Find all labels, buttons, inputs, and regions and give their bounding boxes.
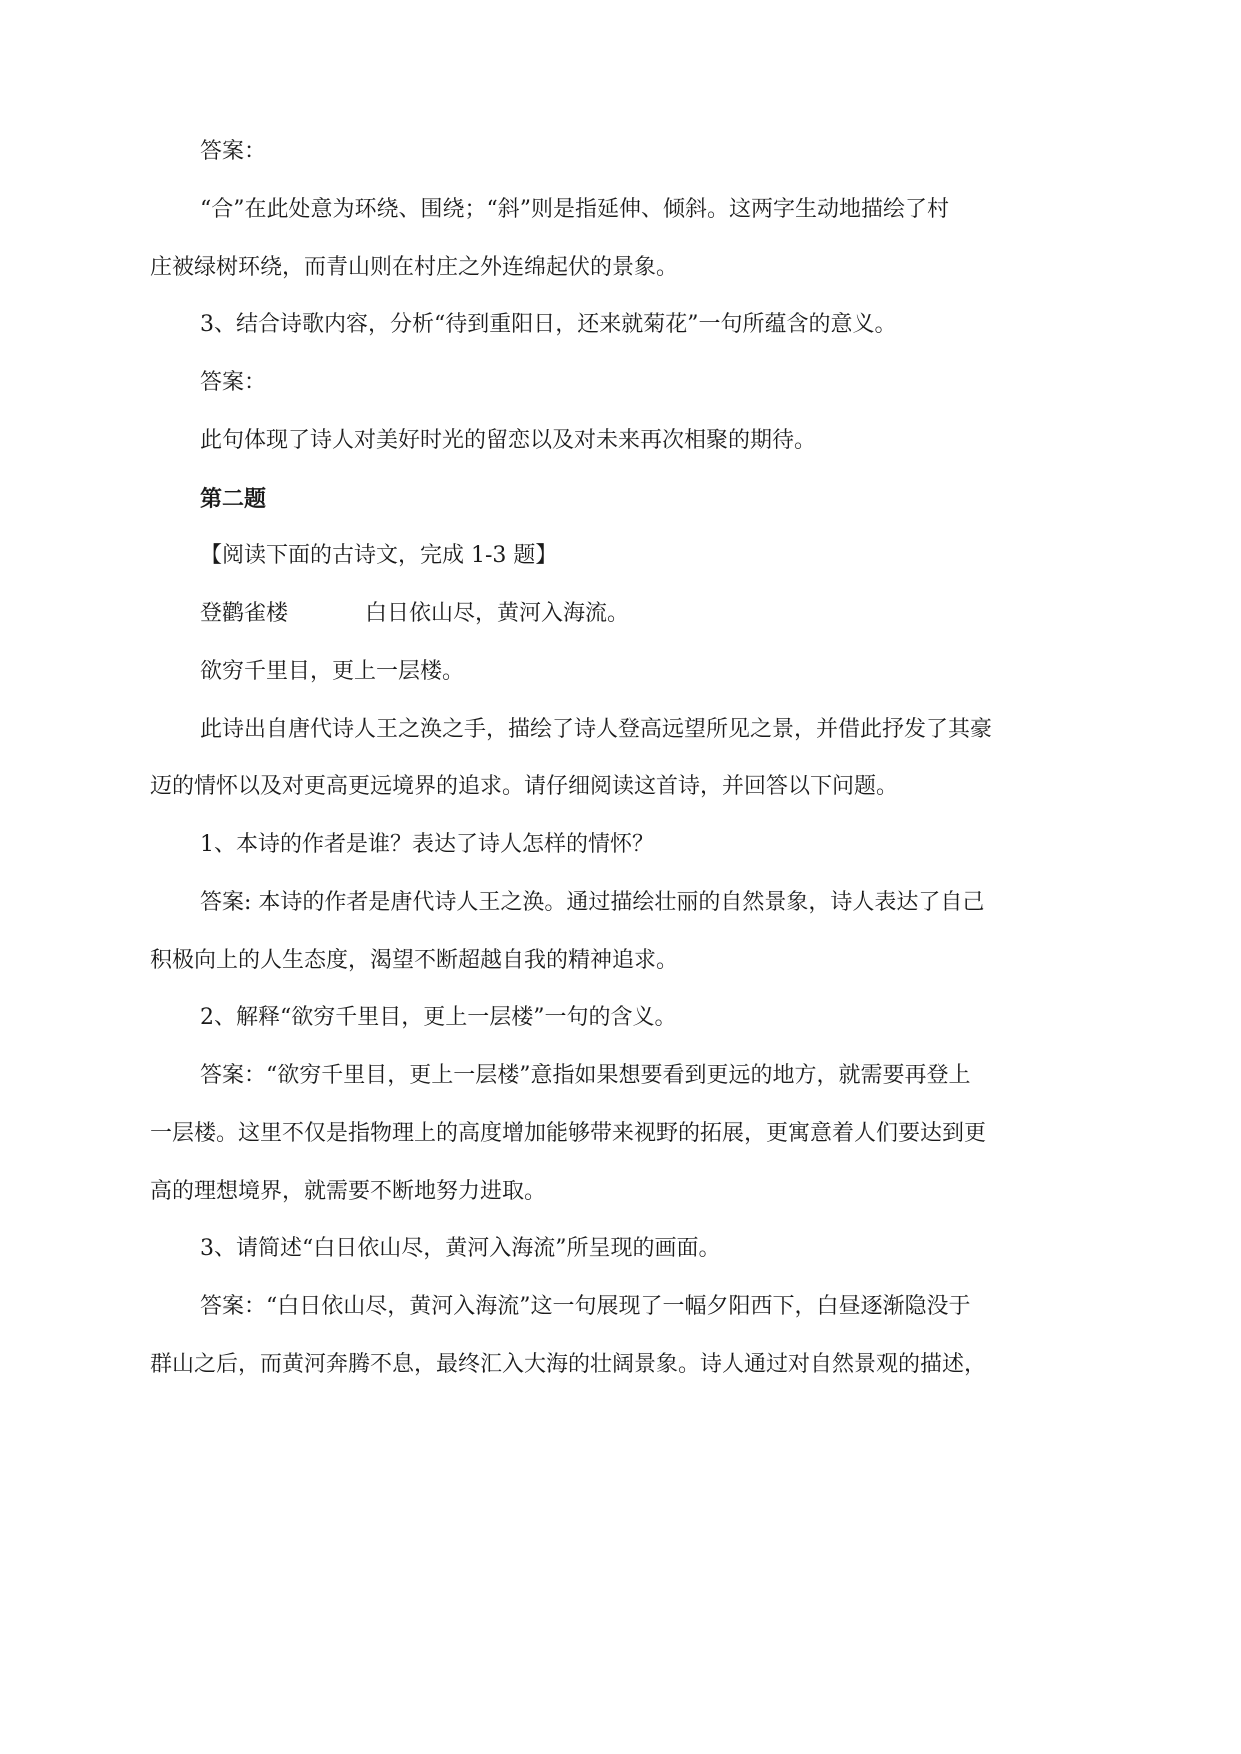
- paragraph-line: 庄被绿树环绕，而青山则在村庄之外连绵起伏的景象。: [150, 255, 679, 280]
- section-heading: 第二题: [200, 486, 267, 512]
- poem-title: 登鹳雀楼: [200, 601, 289, 626]
- paragraph-line: 一层楼。这里不仅是指物理上的高度增加能够带来视野的拓展，更寓意着人们要达到更: [150, 1121, 987, 1146]
- question-line: 1、本诗的作者是谁？表达了诗人怎样的情怀？: [200, 832, 654, 857]
- question-line: 3、请简述“白日依山尽，黄河入海流”所呈现的画面。: [200, 1236, 721, 1261]
- answer-line: 答案: 本诗的作者是唐代诗人王之涣。通过描绘壮丽的自然景象，诗人表达了自己: [200, 890, 985, 915]
- paragraph-line: “合”在此处意为环绕、围绕；“斜”则是指延伸、倾斜。这两字生动地描绘了村: [200, 197, 949, 222]
- answer-line: 答案：“白日依山尽，黄河入海流”这一句展现了一幅夕阳西下，白昼逐渐隐没于: [200, 1294, 971, 1319]
- question-line: 3、结合诗歌内容，分析“待到重阳日，还来就菊花”一句所蕴含的意义。: [200, 312, 897, 337]
- instruction-line: 【阅读下面的古诗文，完成 1-3 题】: [200, 543, 558, 568]
- paragraph-line: 此句体现了诗人对美好时光的留恋以及对未来再次相聚的期待。: [200, 428, 817, 453]
- paragraph-line: 群山之后，而黄河奔腾不息，最终汇入大海的壮阔景象。诗人通过对自然景观的描述，: [150, 1352, 987, 1377]
- poem-line: [200, 599, 1150, 629]
- poem-verse: 欲穷千里目，更上一层楼。: [200, 659, 465, 684]
- answer-label: 答案：: [200, 370, 267, 395]
- answer-line: 答案：“欲穷千里目，更上一层楼”意指如果想要看到更远的地方，就需要再登上: [200, 1063, 971, 1088]
- question-line: 2、解释“欲穷千里目，更上一层楼”一句的含义。: [200, 1005, 677, 1030]
- poem-verse: 白日依山尽，黄河入海流。: [365, 601, 630, 626]
- answer-label: 答案：: [200, 139, 267, 164]
- paragraph-line: 高的理想境界，就需要不断地努力进取。: [150, 1179, 547, 1204]
- paragraph-line: 此诗出自唐代诗人王之涣之手，描绘了诗人登高远望所见之景，并借此抒发了其豪: [200, 717, 993, 742]
- paragraph-line: 迈的情怀以及对更高更远境界的追求。请仔细阅读这首诗，并回答以下问题。: [150, 774, 899, 799]
- paragraph-line: 积极向上的人生态度，渴望不断超越自我的精神追求。: [150, 948, 679, 973]
